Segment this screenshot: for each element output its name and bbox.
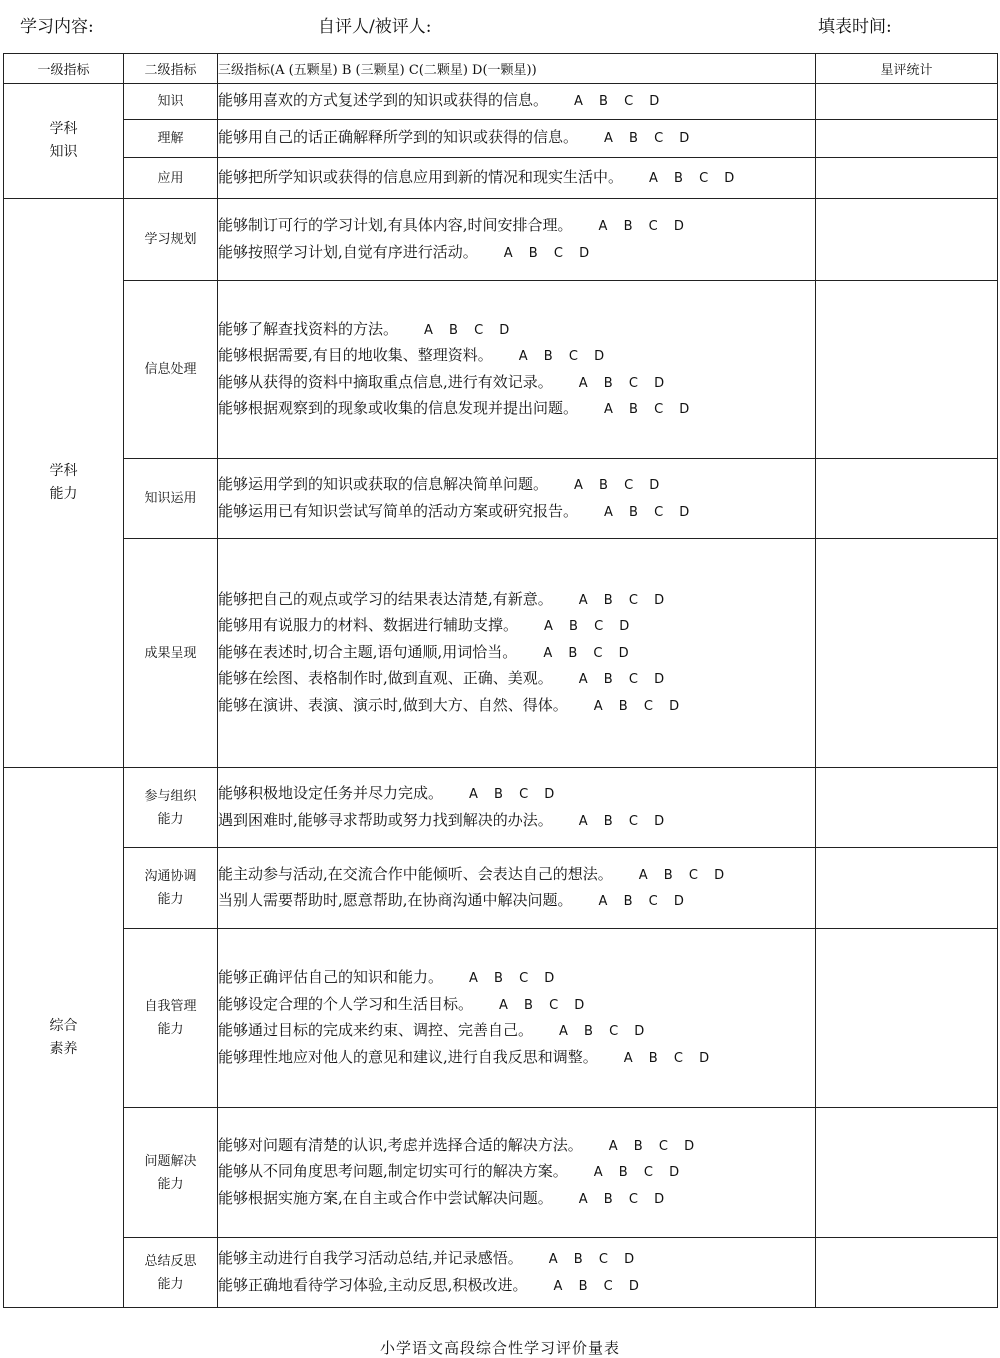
level2-indicator: 理解 <box>124 120 218 158</box>
indicator-text: 当别人需要帮助时,愿意帮助,在协商沟通中解决问题。 <box>218 891 573 909</box>
indicator-line <box>218 370 815 397</box>
indicator-line <box>218 1133 815 1160</box>
indicator-text: 能够根据观察到的现象或收集的信息发现并提出问题。 <box>218 399 579 417</box>
level2-indicator: 沟通协调 能力 <box>124 848 218 929</box>
star-total-cell[interactable] <box>816 929 998 1108</box>
table-row <box>4 848 998 929</box>
level3-indicators <box>218 848 816 929</box>
indicator-text: 能够对问题有清楚的认识,考虑并选择合适的解决方法。 <box>218 1135 583 1154</box>
indicator-line <box>218 1018 815 1045</box>
grade-options: A B C D <box>543 645 629 661</box>
star-total-cell[interactable] <box>816 848 998 929</box>
level2-indicator: 学习规划 <box>124 199 218 281</box>
level1-indicator: 学科 能力 <box>4 199 124 768</box>
indicator-text: 能够用喜欢的方式复述学到的知识或获得的信息。 <box>218 91 549 110</box>
indicator-line <box>218 640 815 667</box>
indicator-text: 能够制订可行的学习计划,有具体内容,时间安排合理。 <box>218 216 573 234</box>
star-total-cell[interactable] <box>816 768 998 848</box>
grade-options: A B C D <box>499 997 585 1013</box>
level3-indicators <box>218 120 816 158</box>
indicator-line <box>218 396 815 423</box>
indicator-text: 能够根据需要,有目的地收集、整理资料。 <box>218 346 493 364</box>
grade-options: A B C D <box>544 619 630 635</box>
indicator-text: 能主动参与活动,在交流合作中能倾听、会表达自己的想法。 <box>218 864 613 883</box>
indicator-text: 能够正确评估自己的知识和能力。 <box>218 968 444 986</box>
grade-options: A B C D <box>574 478 660 493</box>
indicator-line <box>218 808 815 835</box>
grade-options: A B C D <box>469 787 555 802</box>
grade-options: A B C D <box>638 867 725 883</box>
table-row <box>4 199 998 281</box>
grade-options: A B C D <box>578 592 665 608</box>
level2-indicator: 问题解决 能力 <box>124 1108 218 1238</box>
level2-indicator: 信息处理 <box>124 281 218 459</box>
star-total-cell[interactable] <box>816 539 998 768</box>
grade-options: A B C D <box>578 1191 665 1207</box>
table-row <box>4 281 998 459</box>
level2-indicator: 总结反思 能力 <box>124 1238 218 1308</box>
indicator-line <box>218 666 815 693</box>
level3-indicators <box>218 459 816 539</box>
indicator-line <box>218 693 815 720</box>
level3-indicators <box>218 1108 816 1238</box>
indicator-text: 能够在表述时,切合主题,语句通顺,用词恰当。 <box>218 642 518 661</box>
indicator-text: 能够把所学知识或获得的信息应用到新的情况和现实生活中。 <box>218 167 624 186</box>
grade-options: A B C D <box>598 894 684 909</box>
star-total-cell[interactable] <box>816 281 998 459</box>
indicator-text: 能够了解查找资料的方法。 <box>218 319 399 338</box>
table-row <box>4 1238 998 1308</box>
column-header-level1: 一级指标 <box>4 54 124 84</box>
grade-options: A B C D <box>608 1138 695 1154</box>
grade-options: A B C D <box>469 971 555 986</box>
table-header-row <box>4 54 998 84</box>
table-caption: 小学语文高段综合性学习评价量表 <box>379 1339 620 1357</box>
grade-options: A B C D <box>604 504 690 520</box>
grade-options: A B C D <box>424 322 510 338</box>
level2-indicator: 知识运用 <box>124 459 218 539</box>
indicator-text: 能够用自己的话正确解释所学到的知识或获得的信息。 <box>218 128 579 147</box>
indicator-line <box>218 343 815 370</box>
indicator-line <box>218 888 815 915</box>
grade-options: A B C D <box>578 672 665 688</box>
indicator-text: 能够设定合理的个人学习和生活目标。 <box>218 994 474 1013</box>
indicator-line <box>218 88 815 115</box>
grade-options: A B C D <box>553 1278 639 1294</box>
level2-indicator: 成果呈现 <box>124 539 218 768</box>
column-header-star-total: 星评统计 <box>816 54 998 84</box>
indicator-text: 能够运用已有知识尝试写简单的活动方案或研究报告。 <box>218 501 579 520</box>
grade-options: A B C D <box>559 1024 645 1039</box>
table-row <box>4 929 998 1108</box>
indicator-line <box>218 992 815 1019</box>
indicator-line <box>218 1159 815 1186</box>
level3-indicators <box>218 84 816 120</box>
grade-options: A B C D <box>518 349 605 364</box>
column-header-level3: 三级指标(A (五颗星) B (三颗星) C(二颗星) D(一颗星)) <box>218 54 816 84</box>
star-total-cell[interactable] <box>816 199 998 281</box>
level2-indicator: 参与组织 能力 <box>124 768 218 848</box>
table-row <box>4 768 998 848</box>
table-row <box>4 84 998 120</box>
indicator-text: 能够运用学到的知识或获取的信息解决简单问题。 <box>218 475 549 493</box>
star-total-cell[interactable] <box>816 459 998 539</box>
table-row <box>4 459 998 539</box>
grade-options: A B C D <box>503 245 590 261</box>
indicator-line <box>218 499 815 526</box>
level3-indicators <box>218 1238 816 1308</box>
learning-content-label: 学习内容: <box>20 17 94 37</box>
grade-options: A B C D <box>574 94 660 110</box>
indicator-line <box>218 1246 815 1273</box>
level3-indicators <box>218 199 816 281</box>
grade-options: A B C D <box>578 813 665 829</box>
star-total-cell[interactable] <box>816 158 998 199</box>
indicator-line <box>218 165 815 192</box>
indicator-line <box>218 240 815 267</box>
indicator-text: 遇到困难时,能够寻求帮助或努力找到解决的办法。 <box>218 810 553 829</box>
indicator-line <box>218 1273 815 1300</box>
indicator-line <box>218 587 815 614</box>
grade-options: A B C D <box>623 1050 710 1066</box>
level3-indicators <box>218 929 816 1108</box>
grade-options: A B C D <box>604 131 690 147</box>
level2-indicator: 应用 <box>124 158 218 199</box>
grade-options: A B C D <box>598 219 684 234</box>
indicator-line <box>218 317 815 344</box>
grade-options: A B C D <box>593 1165 680 1181</box>
star-total-cell[interactable] <box>816 1108 998 1238</box>
evaluation-table <box>3 53 998 1308</box>
level3-indicators <box>218 281 816 459</box>
table-row <box>4 158 998 199</box>
level2-indicator: 自我管理 能力 <box>124 929 218 1108</box>
indicator-text: 能够把自己的观点或学习的结果表达清楚,有新意。 <box>218 589 553 608</box>
date-label: 填表时间: <box>818 17 892 37</box>
star-total-cell[interactable] <box>816 84 998 120</box>
form-header <box>0 12 1000 40</box>
indicator-text: 能够按照学习计划,自觉有序进行活动。 <box>218 242 478 261</box>
star-total-cell[interactable] <box>816 120 998 158</box>
indicator-line <box>218 862 815 889</box>
indicator-text: 能够根据实施方案,在自主或合作中尝试解决问题。 <box>218 1188 553 1207</box>
indicator-line <box>218 613 815 640</box>
grade-options: A B C D <box>578 375 665 391</box>
level1-indicator: 学科 知识 <box>4 84 124 199</box>
table-row <box>4 1108 998 1238</box>
level3-indicators <box>218 158 816 199</box>
grade-options: A B C D <box>593 698 680 714</box>
indicator-line <box>218 965 815 992</box>
indicator-text: 能够通过目标的完成来约束、调控、完善自己。 <box>218 1021 534 1039</box>
table-row <box>4 539 998 768</box>
indicator-line <box>218 125 815 152</box>
indicator-text: 能够主动进行自我学习活动总结,并记录感悟。 <box>218 1249 523 1267</box>
indicator-line <box>218 1186 815 1213</box>
indicator-text: 能够用有说服力的材料、数据进行辅助支撑。 <box>218 616 519 635</box>
indicator-line <box>218 213 815 240</box>
indicator-line <box>218 472 815 499</box>
evaluator-label: 自评人/被评人: <box>318 17 432 37</box>
column-header-level2: 二级指标 <box>124 54 218 84</box>
indicator-text: 能够积极地设定任务并尽力完成。 <box>218 784 444 802</box>
grade-options: A B C D <box>548 1252 635 1267</box>
level1-indicator: 综合 素养 <box>4 768 124 1308</box>
indicator-text: 能够从不同角度思考问题,制定切实可行的解决方案。 <box>218 1162 568 1181</box>
indicator-line <box>218 781 815 808</box>
indicator-text: 能够正确地看待学习体验,主动反思,积极改进。 <box>218 1275 528 1294</box>
level2-indicator: 知识 <box>124 84 218 120</box>
indicator-line <box>218 1045 815 1072</box>
level3-indicators <box>218 539 816 768</box>
grade-options: A B C D <box>604 402 690 417</box>
grade-options: A B C D <box>649 170 735 186</box>
table-row <box>4 120 998 158</box>
indicator-text: 能够理性地应对他人的意见和建议,进行自我反思和调整。 <box>218 1047 598 1066</box>
star-total-cell[interactable] <box>816 1238 998 1308</box>
indicator-text: 能够在绘图、表格制作时,做到直观、正确、美观。 <box>218 669 553 688</box>
level3-indicators <box>218 768 816 848</box>
indicator-text: 能够在演讲、表演、演示时,做到大方、自然、得体。 <box>218 695 568 714</box>
indicator-text: 能够从获得的资料中摘取重点信息,进行有效记录。 <box>218 372 553 391</box>
